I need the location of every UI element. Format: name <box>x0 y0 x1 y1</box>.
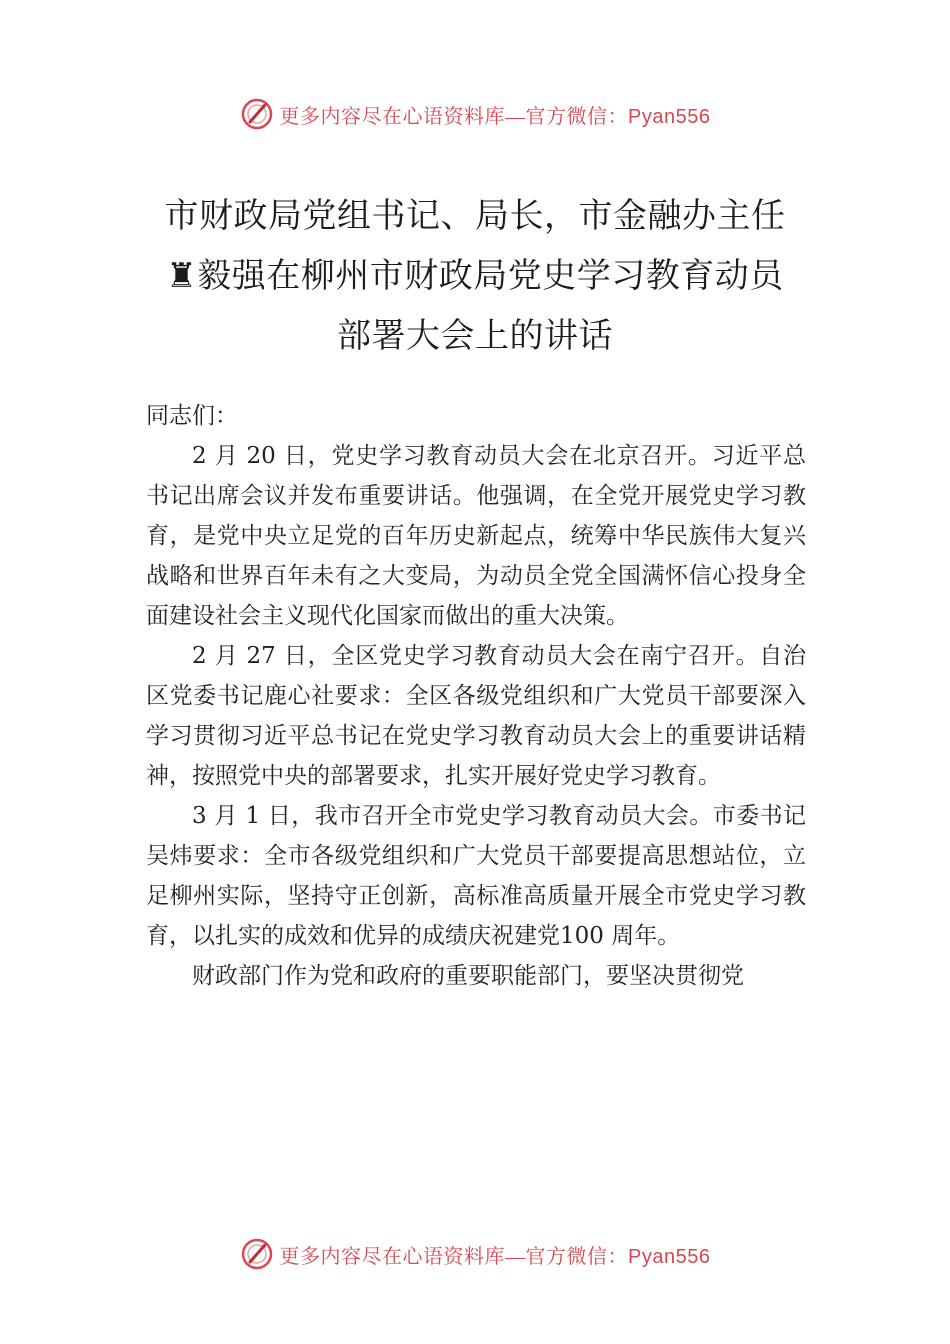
paragraph: 2 月 20 日，党史学习教育动员大会在北京召开。习近平总书记出席会议并发布重要讲话。他强调，在全党开展党史学习教育，是党中央立足党的百年历史新起点，统筹中华民族伟大复兴战略和世界百年未有之大变局，为动员全党全国满怀信心投身全面建设社会主义现代化国家而做出的重大决策。 <box>146 443 806 629</box>
title-line: 部署大会上的讲话 <box>337 316 613 356</box>
document-body <box>146 396 806 996</box>
watermark-text <box>280 1240 711 1269</box>
watermark-main: 更多内容尽在心语资料库 <box>279 1245 506 1268</box>
paragraph: 3 月 1 日，我市召开全市党史学习教育动员大会。市委书记吴炜要求：全市各级党组织和广大党员干部要提高思想站位，立足柳州实际，坚持守正创新，高标准高质量开展全市党史学习教育，以扎实的成效和优异的成绩庆祝建党100 周年。 <box>146 803 806 949</box>
salutation: 同志们： <box>146 403 238 429</box>
watermark-label: 官方微信： <box>525 105 629 128</box>
logo-icon <box>240 97 274 131</box>
watermark-separator: — <box>505 105 526 128</box>
watermark-separator: — <box>505 1245 526 1268</box>
title-line: 市财政局党组书记、局长，市金融办主任 <box>164 196 786 236</box>
watermark-main: 更多内容尽在心语资料库 <box>279 105 506 128</box>
watermark-footer <box>0 1234 950 1274</box>
watermark-id: Pyan556 <box>628 1245 711 1268</box>
paragraph: 财政部门作为党和政府的重要职能部门，要坚决贯彻党 <box>192 963 744 989</box>
watermark-label: 官方微信： <box>525 1245 629 1268</box>
document-title <box>140 186 810 366</box>
watermark-id: Pyan556 <box>628 105 711 128</box>
watermark-text <box>280 100 711 129</box>
logo-icon <box>240 1237 274 1271</box>
watermark-header <box>0 94 950 134</box>
paragraph: 2 月 27 日，全区党史学习教育动员大会在南宁召开。自治区党委书记鹿心社要求：全区各级党组织和广大党员干部要深入学习贯彻习近平总书记在党史学习教育动员大会上的重要讲话精神，按照党中央的部署要求，扎实开展好党史学习教育。 <box>146 643 806 789</box>
title-line: ♜毅强在柳州市财政局党史学习教育动员 <box>166 256 784 296</box>
